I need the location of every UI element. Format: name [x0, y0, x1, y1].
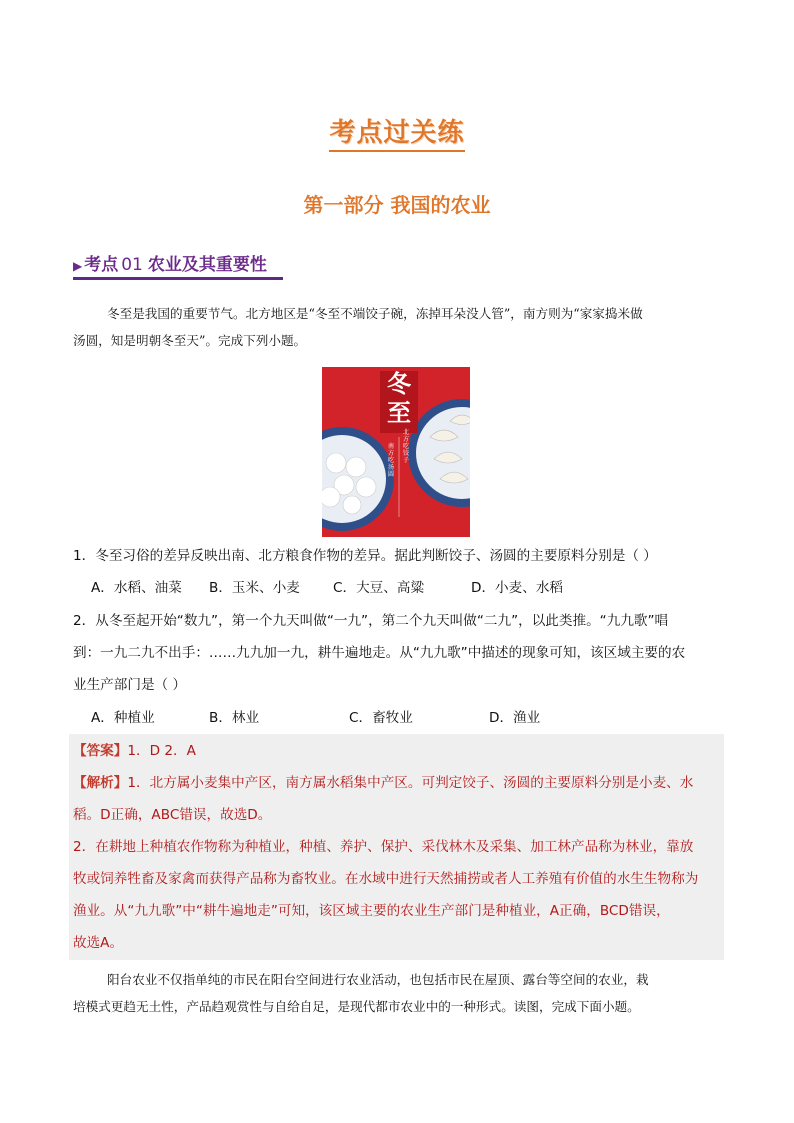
tangyuan-ball: [356, 477, 376, 497]
intro-line: 汤圆，知是明朝冬至天”。完成下列小题。: [73, 333, 307, 348]
section-prefix: 考点: [84, 255, 119, 275]
answer-text: 1．D 2．A: [127, 743, 196, 759]
answer-tag: 【答案】: [73, 743, 128, 759]
q2-line: 业生产部门是（ ）: [73, 677, 187, 693]
tangyuan-ball: [322, 487, 340, 507]
section-name: 农业及其重要性: [147, 255, 267, 275]
analysis-line: 【解析】1．北方属小麦集中产区，南方属水稻集中产区。可判定饺子、汤圆的主要原料分别是小麦、水: [73, 775, 694, 791]
q2-line: 2．从冬至起开始“数九”，第一个九天叫做“一九”，第二个九天叫做“二九”，以此类推。“九九歌”唱: [73, 613, 669, 629]
question-2-stem: [73, 605, 723, 701]
winter-solstice-image: [322, 367, 470, 537]
part-subtitle: 第一部分 我国的农业: [303, 193, 491, 217]
q1-option-a: A．水稻、油菜: [91, 580, 182, 596]
analysis-line: 故选A。: [73, 935, 124, 951]
triangle-bullet-icon: ▶: [73, 259, 83, 273]
analysis-line: 渔业。从“九九歌”中“耕牛遍地走”可知，该区域主要的农业生产部门是种植业，A正确，BCD错误，: [73, 903, 670, 919]
intro-line: 阳台农业不仅指单纯的市民在阳台空间进行农业活动，也包括市民在屋顶、露台等空间的农业，栽: [107, 972, 649, 987]
analysis-line: 牧或饲养牲畜及家禽而获得产品称为畜牧业。在水域中进行天然捕捞或者人工养殖有价值的水生生物称为: [73, 871, 699, 887]
intro-line: 培模式更趋无土性，产品趋观赏性与自给自足，是现代都市农业中的一种形式。读图，完成下面小题。: [73, 999, 640, 1014]
section-heading: [73, 250, 267, 275]
tangyuan-ball: [346, 457, 366, 477]
intro-paragraph-2: [73, 966, 723, 1020]
analysis-line: 2．在耕地上种植农作物称为种植业，种植、养护、保护、采伐林木及采集、加工林产品称为林业，靠放: [73, 839, 694, 855]
q1-option-c: C．大豆、高粱: [333, 580, 425, 596]
solstice-characters: [380, 369, 418, 427]
question-1-options: [91, 573, 691, 603]
q1-option-b: B．玉米、小麦: [209, 580, 300, 596]
q1-option-d: D．小麦、水稻: [471, 580, 564, 596]
character-dong: 冬: [387, 369, 411, 398]
document-title: 考点过关练: [0, 112, 794, 149]
q2-option-b: B．林业: [209, 710, 260, 726]
caption-north: 北方吃饺子: [403, 429, 410, 464]
q2-line: 到：一九二九不出手：……九九加一九，耕牛遍地走。从“九九歌”中描述的现象可知，该区域主要的农: [73, 645, 686, 661]
intro-line: 冬至是我国的重要节气。北方地区是“冬至不端饺子碗，冻掉耳朵没人管”，南方则为“家家捣米做: [107, 306, 643, 321]
q2-option-c: C．畜牧业: [349, 710, 413, 726]
analysis-block: [73, 767, 723, 959]
tangyuan-ball: [326, 453, 346, 473]
analysis-line: 稻。D正确，ABC错误，故选D。: [73, 807, 272, 823]
answer-line: [73, 735, 723, 767]
question-1-stem: 1．冬至习俗的差异反映出南、北方粮食作物的差异。据此判断饺子、汤圆的主要原料分别是（ ）: [73, 548, 657, 564]
character-zhi: 至: [387, 398, 411, 427]
q2-option-a: A．种植业: [91, 710, 155, 726]
section-underline: [73, 277, 283, 280]
analysis-tag: 【解析】: [73, 775, 128, 791]
q2-option-d: D．渔业: [489, 710, 541, 726]
intro-paragraph-1: [73, 300, 723, 354]
caption-south: 南方吃汤圆: [388, 443, 395, 478]
tangyuan-ball: [343, 496, 361, 514]
section-number: 01: [121, 255, 143, 275]
question-2-options: [91, 703, 691, 733]
